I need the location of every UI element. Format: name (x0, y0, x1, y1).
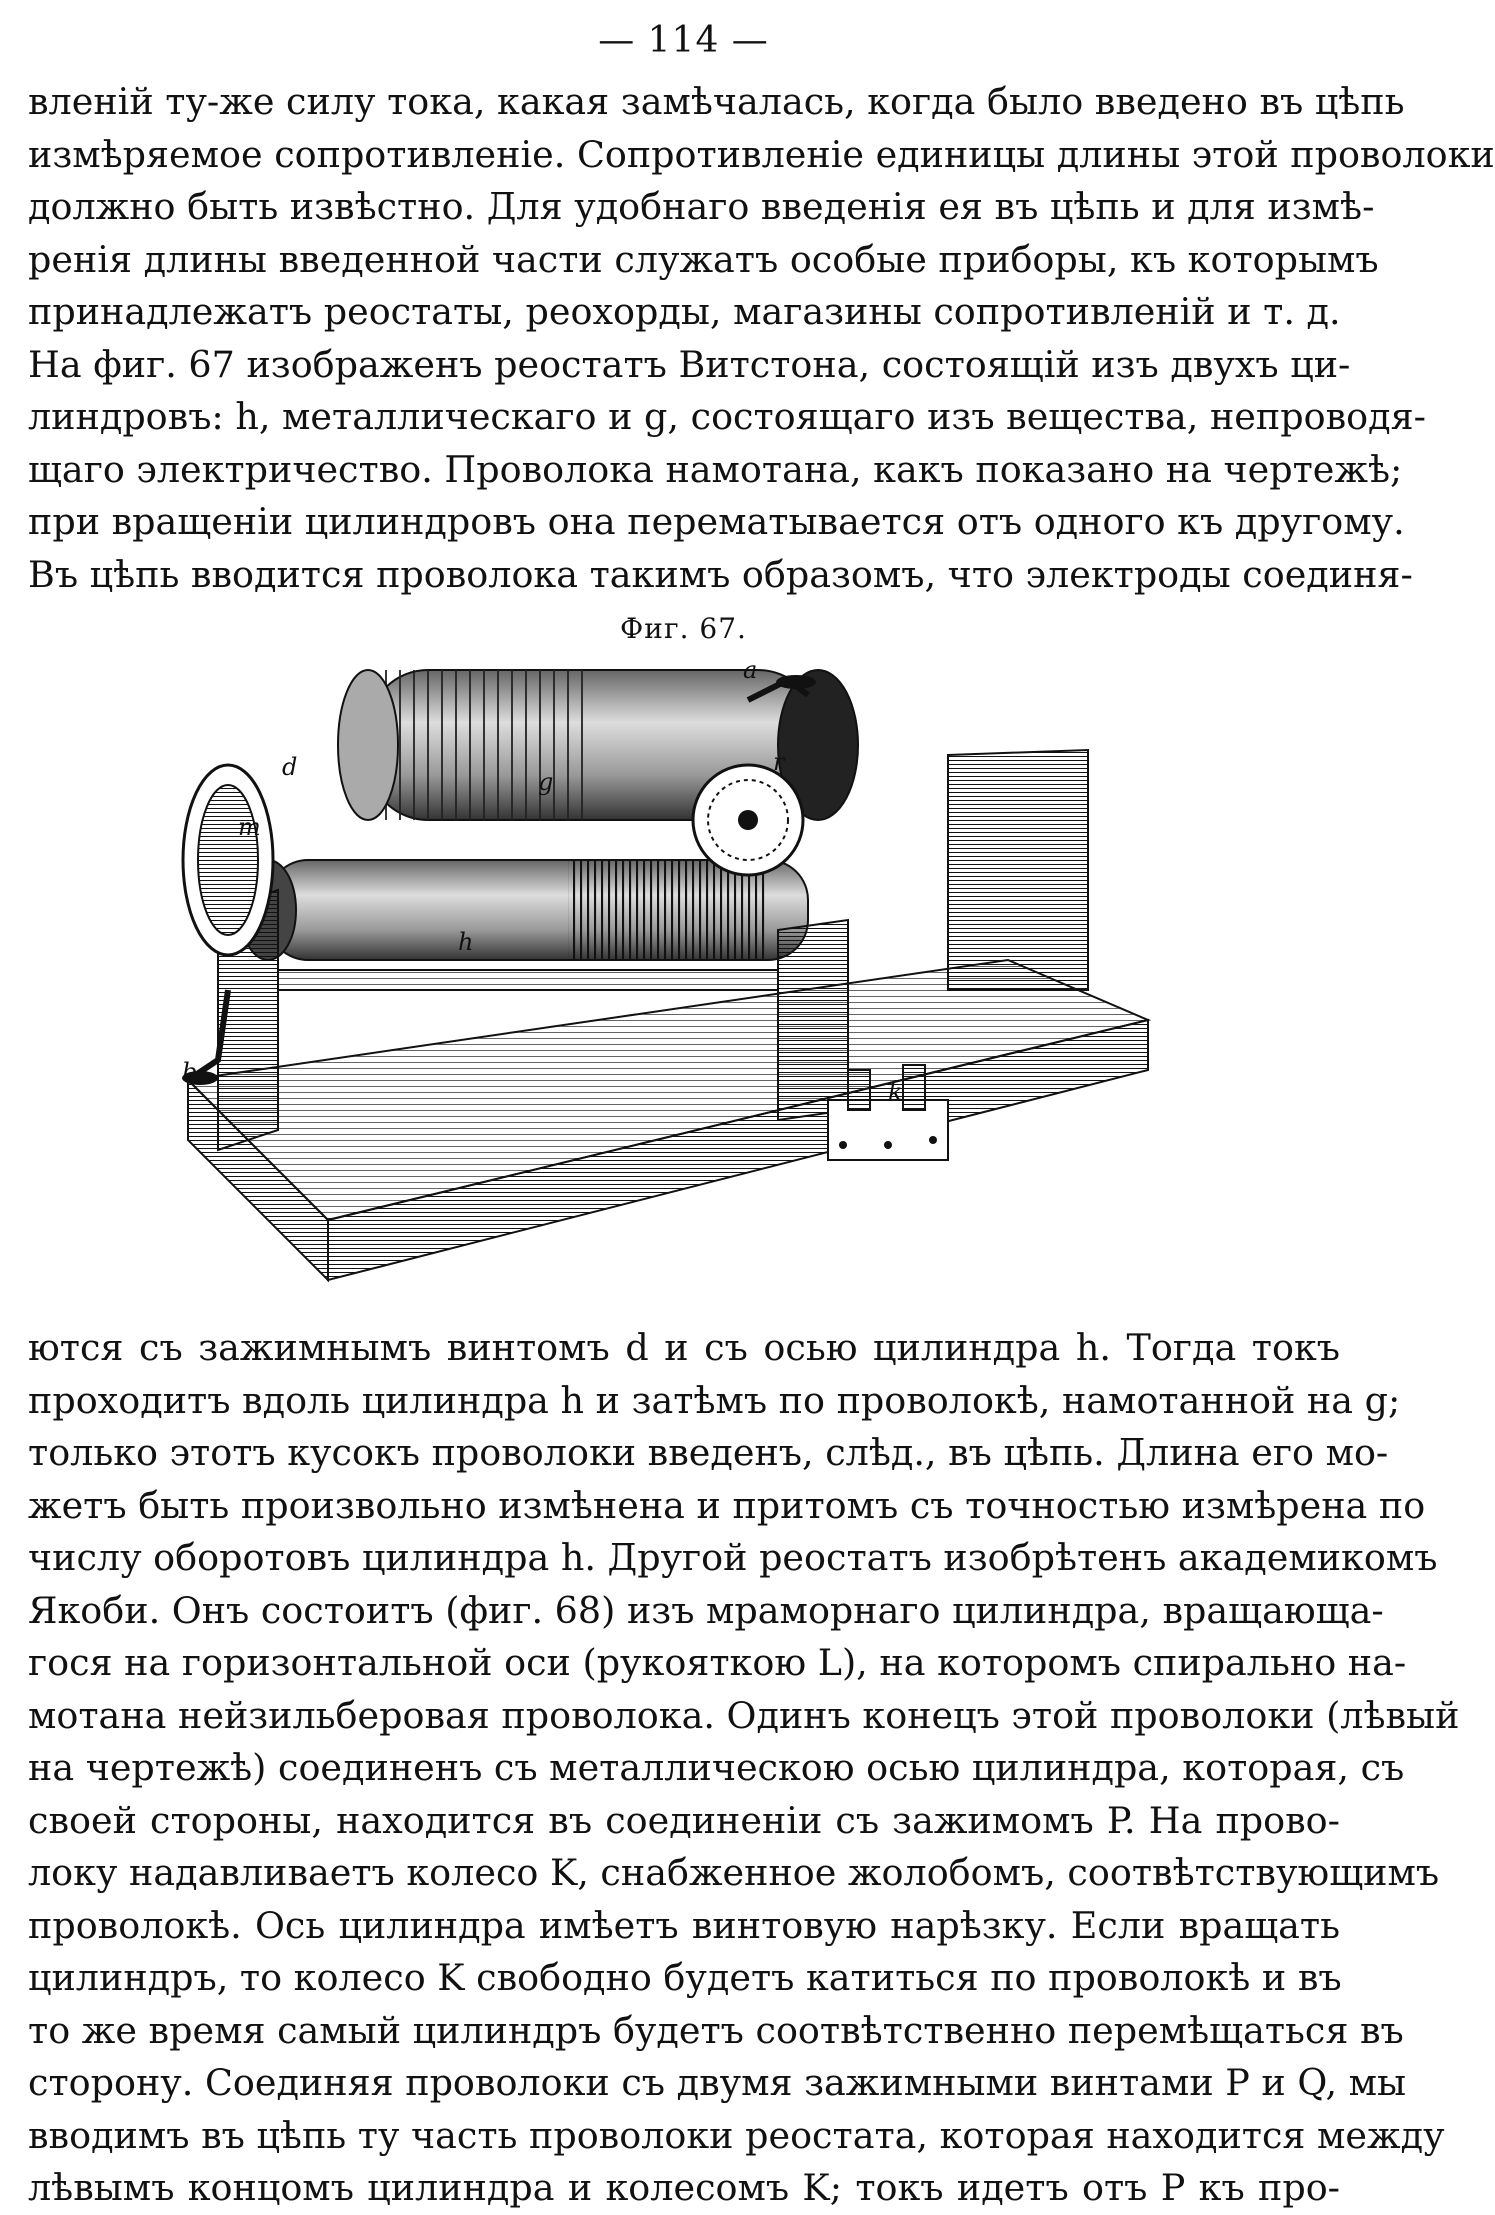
label-b: b (182, 1058, 198, 1086)
cylinder-h (240, 860, 808, 960)
label-m: m (238, 813, 261, 841)
rheostat-engraving (182, 656, 1148, 1280)
text-line: своей стороны, находится въ соединеніи съ зажимомъ P. На прово- (28, 1798, 1340, 1842)
text-line: сторону. Соединяя проволоки съ двумя зажимными винтами P и Q, мы (28, 2061, 1407, 2104)
text-line: ются съ зажимнымъ винтомъ d и съ осью цилиндра h. Тогда токъ (28, 1326, 1340, 1369)
text-line: Якоби. Онъ состоитъ (фиг. 68) изъ мраморнаго цилиндра, вращающа- (28, 1588, 1384, 1632)
text-line: жетъ быть произвольно измѣнена и притомъ съ точностью измѣрена по (28, 1483, 1426, 1527)
label-r: r (773, 748, 785, 776)
figure-caption: Фиг. 67. (620, 612, 747, 645)
text-line: проволокѣ. Ось цилиндра имѣетъ винтовую нарѣзку. Если вращать (28, 1903, 1340, 1947)
text-line: на чертежѣ) соединенъ съ металлическою осью цилиндра, которая, съ (28, 1746, 1405, 1789)
label-g: g (538, 768, 554, 796)
text-line: гося на горизонтальной оси (рукояткою L), на которомъ спирально на- (28, 1641, 1407, 1684)
text-line: вводимъ въ цѣпь ту часть проволоки реостата, которая находится между (28, 2113, 1445, 2157)
text-line: цилиндръ, то колесо K свободно будетъ катиться по проволокѣ и въ (28, 1956, 1342, 1999)
dial-wheel (183, 765, 273, 955)
text-line: только этотъ кусокъ проволоки введенъ, слѣд., въ цѣпь. Длина его мо- (28, 1431, 1389, 1474)
text-line: щаго электричество. Проволока намотана, какъ показано на чертежѣ; (28, 447, 1403, 491)
label-a: a (743, 656, 758, 684)
bottom-paragraph (28, 1322, 1460, 2215)
label-k: k (888, 1078, 903, 1106)
text-line: числу оборотовъ цилиндра h. Другой реостатъ изобрѣтенъ академикомъ (28, 1536, 1438, 1579)
text-line: должно быть извѣстно. Для удобнаго введенія ея въ цѣпь и для измѣ- (28, 185, 1375, 228)
text-line: принадлежатъ реостаты, реохорды, магазины сопротивленій и т. д. (28, 290, 1341, 333)
text-line: проходитъ вдоль цилиндра h и затѣмъ по проволокѣ, намотанной на g; (28, 1378, 1401, 1422)
rheostat-illustration (182, 656, 1148, 1280)
text-line: Въ цѣпь вводится проволока такимъ образомъ, что электроды соединя- (28, 552, 1413, 596)
label-d: d (282, 753, 298, 781)
text-line: На фиг. 67 изображенъ реостатъ Витстона, состоящій изъ двухъ ци- (28, 342, 1351, 386)
page-number: — 114 — (598, 20, 769, 61)
text-line: линдровъ: h, металлическаго и g, состоящаго изъ вещества, непроводя- (28, 395, 1426, 438)
text-line: мотана нейзильберовая проволока. Одинъ конецъ этой проволоки (лѣвый (28, 1693, 1460, 1737)
text-line: локу надавливаетъ колесо K, снабженное жолобомъ, соотвѣтствующимъ (28, 1851, 1440, 1894)
text-line: лѣвымъ концомъ цилиндра и колесомъ K; токъ идетъ отъ P къ про- (28, 2166, 1340, 2209)
gear-wheel (693, 765, 803, 875)
text-line: то же время самый цилиндръ будетъ соотвѣтственно перемѣщаться въ (28, 2008, 1404, 2052)
base-board (188, 750, 1148, 1280)
text-line: ренія длины введенной части служатъ особые приборы, къ которымъ (28, 237, 1379, 281)
text-line: вленій ту-же силу тока, какая замѣчалась, когда было введено въ цѣпь (28, 80, 1405, 123)
top-paragraph (28, 76, 1495, 601)
label-h: h (458, 928, 474, 956)
text-line: при вращеніи цилиндровъ она перематывается отъ одного къ другому. (28, 500, 1405, 543)
text-line: измѣряемое сопротивленіе. Сопротивленіе единицы длины этой проволоки (28, 132, 1495, 176)
